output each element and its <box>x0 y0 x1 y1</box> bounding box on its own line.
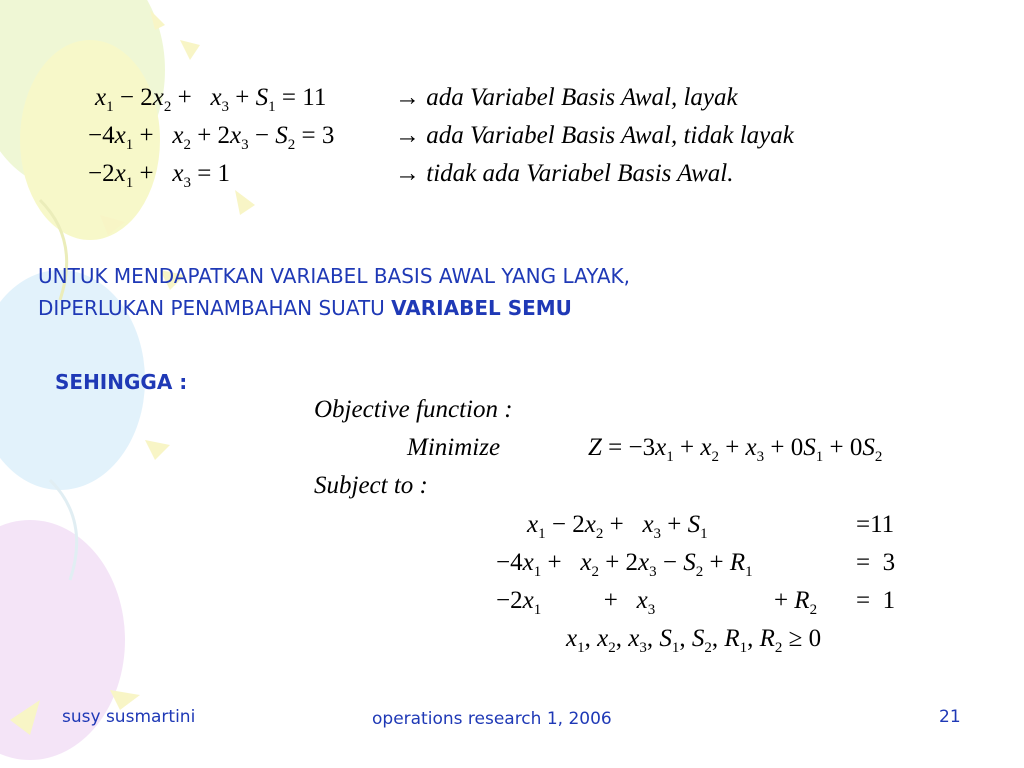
equation-row-3: $-2x_1 + x_3 = 1$ <box>88 160 231 191</box>
equation-row-3-note: → tidak ada Variabel Basis Awal. <box>395 160 734 187</box>
message-line-2 <box>38 296 572 320</box>
objective-label: Objective function : <box>314 396 513 423</box>
equation-row-1: $x_1 - 2x_2 + x_3 + S_1 = 11$ <box>95 84 327 115</box>
equation-row-2-note: → ada Variabel Basis Awal, tidak layak <box>395 122 794 149</box>
section-heading: SEHINGGA : <box>55 370 188 394</box>
constraint-2-lhs: $-4x_1 + x_2 + 2x_3 - S_2 + R_1$ <box>496 549 753 580</box>
constraint-2-rhs: = 3 <box>856 549 896 576</box>
footer-course: operations research 1, 2006 <box>372 709 612 729</box>
subject-to-label: Subject to : <box>314 472 428 499</box>
constraint-1-rhs: =11 <box>856 511 895 538</box>
constraint-3-rhs: = 1 <box>856 587 896 614</box>
equation-row-1-note: → ada Variabel Basis Awal, layak <box>395 84 738 111</box>
nonnegativity-constraint: $x_1$, $x_2$, $x_3$, $S_1$, $S_2$, $R_1$, $R_2 \ge 0$ <box>566 625 822 656</box>
message-emphasis: VARIABEL SEMU <box>391 296 572 320</box>
minimize-label: Minimize <box>407 434 501 461</box>
constraint-1-lhs: $x_1 - 2x_2 + x_3 + S_1$ <box>527 511 708 542</box>
message-line-1: UNTUK MENDAPATKAN VARIABEL BASIS AWAL YANG LAYAK, <box>38 264 631 288</box>
equation-row-2: $-4x_1 + x_2 + 2x_3 - S_2 = 3$ <box>88 122 335 153</box>
message-line-2-prefix: DIPERLUKAN PENAMBAHAN SUATU <box>38 296 385 320</box>
footer-author: susy susmartini <box>62 707 196 727</box>
constraint-3-lhs: $-2x_1$ + $x_3$ + $R_2$ <box>496 587 818 618</box>
footer-page-number: 21 <box>939 707 961 727</box>
objective-expression: $Z = -3x_1 + x_2 + x_3 + 0S_1 + 0S_2$ <box>588 434 883 465</box>
